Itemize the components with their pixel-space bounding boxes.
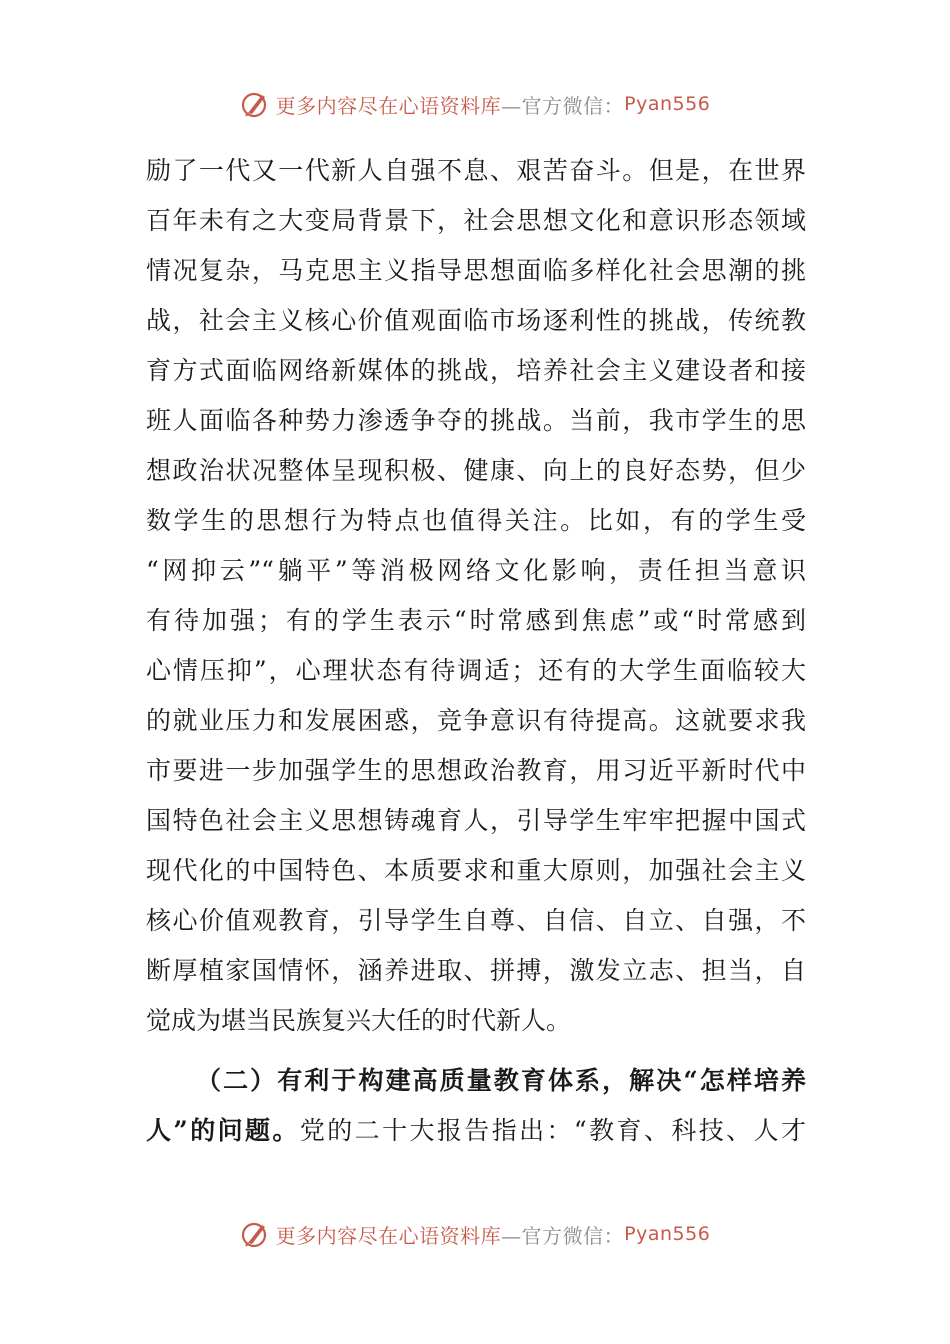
body-line: 断厚植家国情怀，涵养进取、拼搏，激发立志、担当，自 xyxy=(146,956,806,985)
body-line: 战，社会主义核心价值观面临市场逐利性的挑战，传统教 xyxy=(146,306,806,335)
body-line: 班人面临各种势力渗透争夺的挑战。当前，我市学生的思 xyxy=(146,406,806,435)
quill-pen-circle-icon xyxy=(240,89,270,119)
section-heading-2: （二）有利于构建高质量教育体系，解决“怎样培养 xyxy=(196,1066,806,1095)
quill-pen-circle-icon xyxy=(240,1219,270,1249)
body-line: 育方式面临网络新媒体的挑战，培养社会主义建设者和接 xyxy=(146,356,806,385)
body-line: 觉成为堪当民族复兴大任的时代新人。 xyxy=(146,1006,572,1035)
section-heading-2-tail: 人”的问题。 xyxy=(146,1116,300,1145)
body-line: 励了一代又一代新人自强不息、艰苦奋斗。但是，在世界 xyxy=(146,156,806,185)
document-body xyxy=(146,146,806,1156)
body-line: 心情压抑”，心理状态有待调适；还有的大学生面临较大 xyxy=(146,656,806,685)
body-line: 市要进一步加强学生的思想政治教育，用习近平新时代中 xyxy=(146,756,806,785)
body-line: 有待加强；有的学生表示“时常感到焦虑”或“时常感到 xyxy=(146,606,806,635)
watermark-text-wechat-label: —官方微信： xyxy=(501,1223,625,1248)
body-line: 核心价值观教育，引导学生自尊、自信、自立、自强，不 xyxy=(146,906,806,935)
body-line: 现代化的中国特色、本质要求和重大原则，加强社会主义 xyxy=(146,856,806,885)
body-line: 的就业压力和发展困惑，竞争意识有待提高。这就要求我 xyxy=(146,706,806,735)
body-line: 想政治状况整体呈现积极、健康、向上的良好态势，但少 xyxy=(146,456,806,485)
watermark-footer xyxy=(0,1214,950,1254)
watermark-text-wechat-label: —官方微信： xyxy=(501,93,625,118)
body-line: 情况复杂，马克思主义指导思想面临多样化社会思潮的挑 xyxy=(146,256,806,285)
watermark-header xyxy=(0,84,950,124)
watermark-text-wechat-id: Pyan556 xyxy=(624,93,711,115)
body-line: 国特色社会主义思想铸魂育人，引导学生牢牢把握中国式 xyxy=(146,806,806,835)
watermark-text-wechat-id: Pyan556 xyxy=(624,1223,711,1245)
watermark-text-main: 更多内容尽在心语资料库 xyxy=(275,1223,502,1248)
section-2-body-start: 党的二十大报告指出：“教育、科技、人才 xyxy=(299,1116,806,1145)
body-line: 百年未有之大变局背景下，社会思想文化和意识形态领域 xyxy=(146,206,806,235)
body-line: 数学生的思想行为特点也值得关注。比如，有的学生受 xyxy=(146,506,806,535)
body-line: “网抑云”“躺平”等消极网络文化影响，责任担当意识 xyxy=(146,556,806,585)
section-heading-2-continued xyxy=(146,1106,806,1156)
watermark-text-main: 更多内容尽在心语资料库 xyxy=(275,93,502,118)
